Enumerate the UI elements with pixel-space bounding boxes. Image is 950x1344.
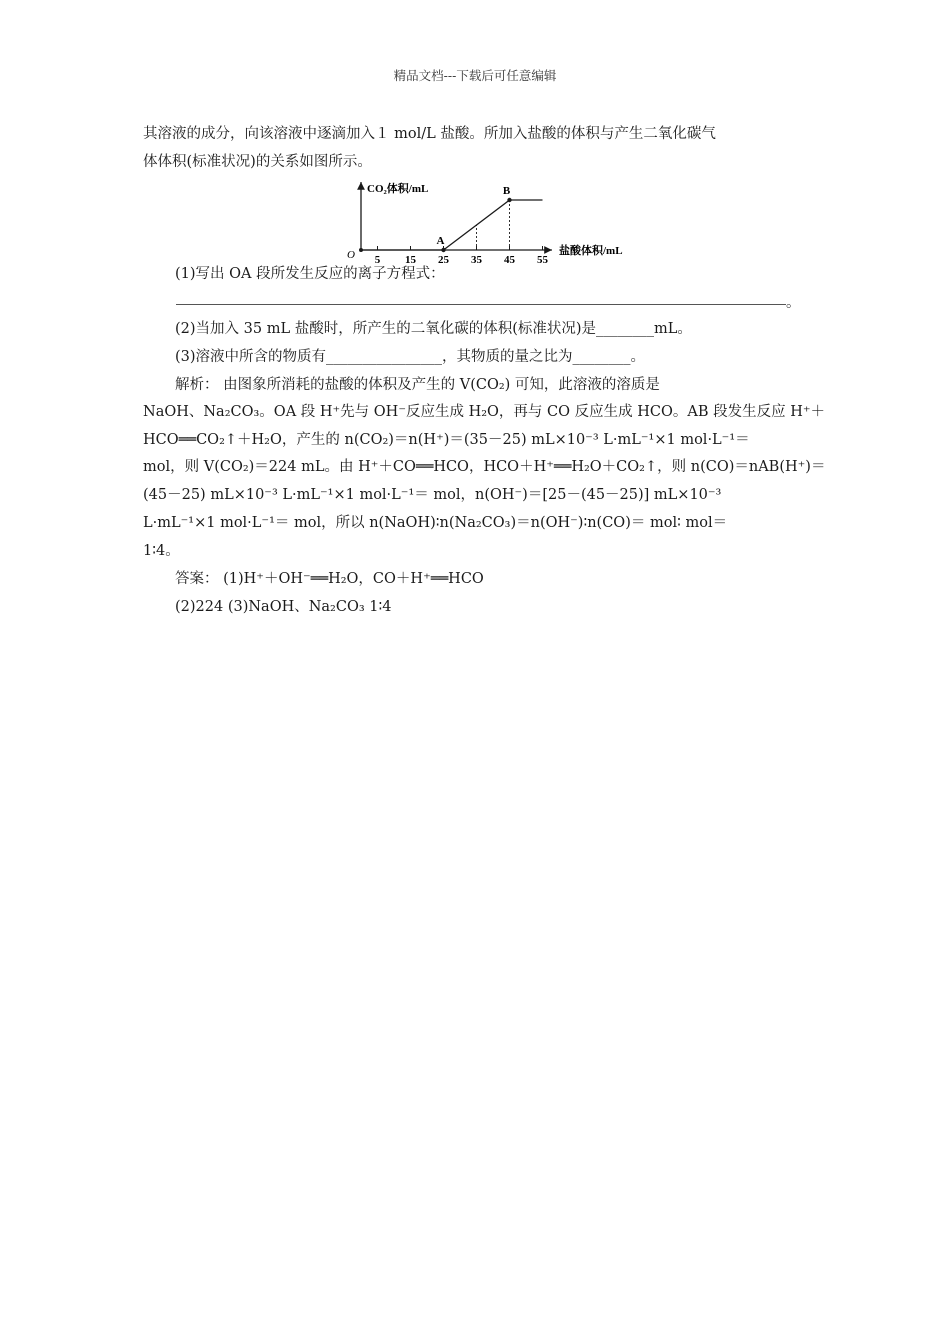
question-3: (3)溶液中所含的物质有________________，其物质的量之比为________。 [175,349,646,365]
question-2: (2)当加入 35 mL 盐酸时，所产生的二氧化碳的体积(标准状况)是________mL。 [175,321,692,337]
analysis-line-2: NaOH、Na₂CO₃。OA 段 H⁺先与 OH⁻反应生成 H₂O，再与 CO 反应生成 HCO。AB 段发生反应 H⁺＋ [143,404,826,420]
analysis-line-4: mol，则 V(CO₂)＝224 mL。由 H⁺＋CO══HCO，HCO＋H⁺══H₂O＋CO₂↑，则 n(CO)＝nAB(H⁺)＝ [143,459,826,475]
analysis-line-3: HCO══CO₂↑＋H₂O，产生的 n(CO₂)＝n(H⁺)＝(35－25) mL×10⁻³ L·mL⁻¹×1 mol·L⁻¹＝ [143,432,750,448]
series-line [361,200,543,250]
page-header: 精品文档---下载后可任意编辑 [393,68,557,83]
question-1: (1)写出 OA 段所发生反应的离子方程式： [175,266,445,282]
chart-marks [359,185,549,266]
point-label-B: B [502,185,511,197]
x-tick-label-5: 5 [374,254,381,266]
answer-line-1: 答案： (1)H⁺＋OH⁻══H₂O，CO＋H⁺══HCO [175,571,484,587]
x-tick-label-55: 55 [537,254,548,266]
answer-blank-line [176,304,786,305]
analysis-line-7: 1∶4。 [143,543,180,559]
analysis-line-6: L·mL⁻¹×1 mol·L⁻¹＝ mol，所以 n(NaOH)∶n(Na₂CO₃)＝n(OH⁻)∶n(CO)＝ mol∶ mol＝ [143,515,728,531]
point-A [441,248,445,252]
intro-line-1: 其溶液的成分，向该溶液中逐滴加入１ mol/L 盐酸。所加入盐酸的体积与产生二氧化碳气 [143,126,716,142]
point-label-A: A [436,235,445,247]
x-tick-label-35: 35 [471,254,482,266]
point-B [507,198,511,202]
intro-line-2: 体体积(标准状况)的关系如图所示。 [143,154,372,170]
analysis-line-5: (45－25) mL×10⁻³ L·mL⁻¹×1 mol·L⁻¹＝ mol，n(OH⁻)＝[25－(45－25)] mL×10⁻³ [143,487,722,503]
x-tick-label-45: 45 [504,254,515,266]
analysis-line-1: 解析： 由图象所消耗的盐酸的体积及产生的 V(CO₂) 可知，此溶液的溶质是 [175,377,660,393]
answer-line-2: (2)224 (3)NaOH、Na₂CO₃ 1∶4 [175,599,392,615]
question-1-end: 。 [786,295,801,311]
x-tick-label-15: 15 [405,254,416,266]
origin-point [359,248,363,252]
x-axis-label: 盐酸体积/mL [559,245,623,257]
x-tick-label-25: 25 [438,254,449,266]
y-axis-label: CO₂体积/mL [367,183,429,195]
co2-volume-chart [330,178,650,270]
origin-label: O [347,249,355,261]
